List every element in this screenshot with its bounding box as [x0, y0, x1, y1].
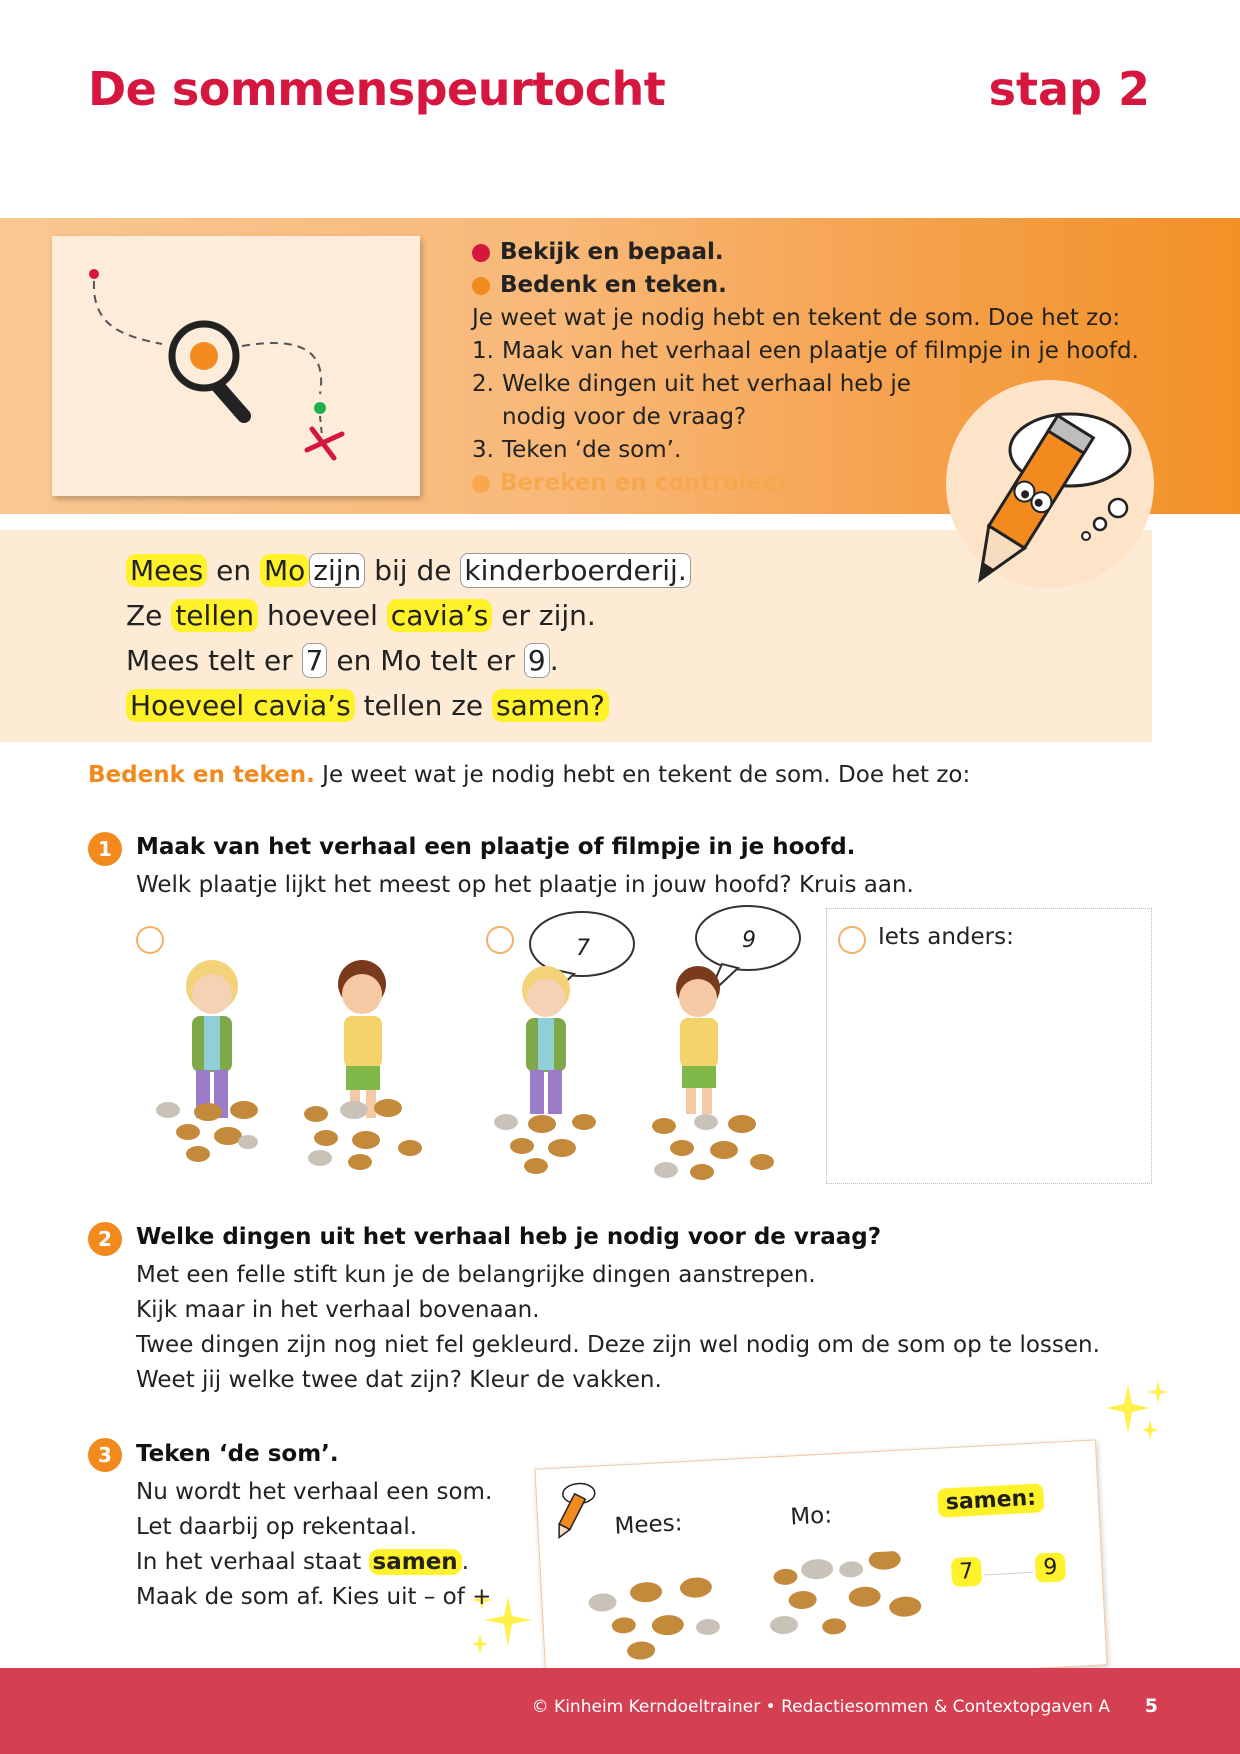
step-1-label: Bekijk en bepaal.: [500, 239, 724, 265]
steps-item: 1. Maak van het verhaal een plaatje of filmpje in je hoofd.: [472, 338, 1139, 364]
guinea-pigs-drawing: [581, 1549, 946, 1678]
sum-drawing-card: [534, 1439, 1107, 1694]
card-operator-line[interactable]: [984, 1572, 1034, 1576]
question-1-number: 1: [88, 832, 122, 866]
boy-brown-figure: [338, 960, 386, 1118]
treasure-map-card: [52, 236, 420, 496]
boy-blond-figure: [522, 966, 570, 1114]
steps-item: 2. Welke dingen uit het verhaal heb je: [472, 371, 911, 397]
question-1-title: Maak van het verhaal een plaatje of filmpje in je hoofd.: [136, 834, 856, 860]
page-title: De sommenspeurtocht: [88, 62, 666, 116]
question-3-number: 3: [88, 1438, 122, 1472]
bubble-number-left: 7: [576, 936, 590, 961]
card-mo-label: Mo:: [789, 1502, 833, 1531]
steps-intro: Je weet wat je nodig hebt en tekent de som. Doe het zo:: [472, 305, 1121, 331]
question-2-body: Met een felle stift kun je de belangrijke dingen aanstrepen. Kijk maar in het verhaal bovenaan. Twee dingen zijn nog niet fel gekleurd. Deze zijn wel nodig om de som op te lossen. Weet jij welke twee dat zijn? Kleur de vakken.: [136, 1262, 1100, 1393]
step-1: [472, 236, 1172, 269]
steps-item: nodig voor de vraag?: [502, 404, 747, 430]
story-line-3: Mees telt er 7 en Mo telt er 9 .: [126, 644, 559, 677]
question-3-body: Nu wordt het verhaal een som. Let daarbij op rekentaal. In het verhaal staat samen . Maak de som af. Kies uit – of +: [136, 1479, 493, 1610]
sparkle-icon: [1100, 1378, 1174, 1452]
footer-copyright: © Kinheim Kerndoeltrainer • Redactiesommen & Contextopgaven A: [531, 1697, 1110, 1717]
pencil-icon: [548, 1479, 601, 1542]
question-1-body: Welk plaatje lijkt het meest op het plaatje in jouw hoofd? Kruis aan.: [136, 872, 914, 898]
children-thinking-counts-image: [486, 900, 816, 1180]
step-3-label: Bereken en controleer.: [500, 470, 795, 496]
steps-item: 3. Teken ‘de som’.: [472, 437, 682, 463]
thinking-pencil-icon: [940, 400, 1170, 620]
question-3-title: Teken ‘de som’.: [136, 1441, 339, 1467]
faded-dot-icon: [472, 475, 490, 493]
orange-dot-icon: [472, 277, 490, 295]
question-2-number: 2: [88, 1222, 122, 1256]
story-line-2: Ze tellen hoeveel cavia’s er zijn.: [126, 599, 596, 632]
story-line-1: Mees en Mo zijn bij de kinderboerderij.: [126, 548, 691, 593]
card-samen-label: samen:: [937, 1483, 1045, 1518]
other-option-label: Iets anders:: [878, 924, 1014, 950]
children-with-guinea-pigs-image: [148, 950, 438, 1170]
story-text: [126, 548, 691, 728]
boy-brown-figure: [676, 966, 720, 1114]
treasure-map-illustration: [52, 236, 420, 496]
bubble-number-right: 9: [742, 928, 756, 953]
section-intro: Bedenk en teken. Je weet wat je nodig hebt en tekent de som. Doe het zo:: [88, 762, 971, 788]
step-2: [472, 269, 1172, 302]
boy-blond-figure: [186, 960, 238, 1118]
card-mees-label: Mees:: [613, 1510, 684, 1540]
step-2-label: Bedenk en teken.: [500, 272, 727, 298]
page-number: 5: [1144, 1695, 1158, 1717]
story-line-4: Hoeveel cavia’s tellen ze samen?: [126, 683, 691, 728]
card-number-9: 9: [1035, 1552, 1066, 1583]
step-label: stap 2: [988, 62, 1150, 116]
card-number-7: 7: [951, 1557, 982, 1588]
red-dot-icon: [472, 244, 490, 262]
question-2-title: Welke dingen uit het verhaal heb je nodig voor de vraag?: [136, 1224, 882, 1250]
